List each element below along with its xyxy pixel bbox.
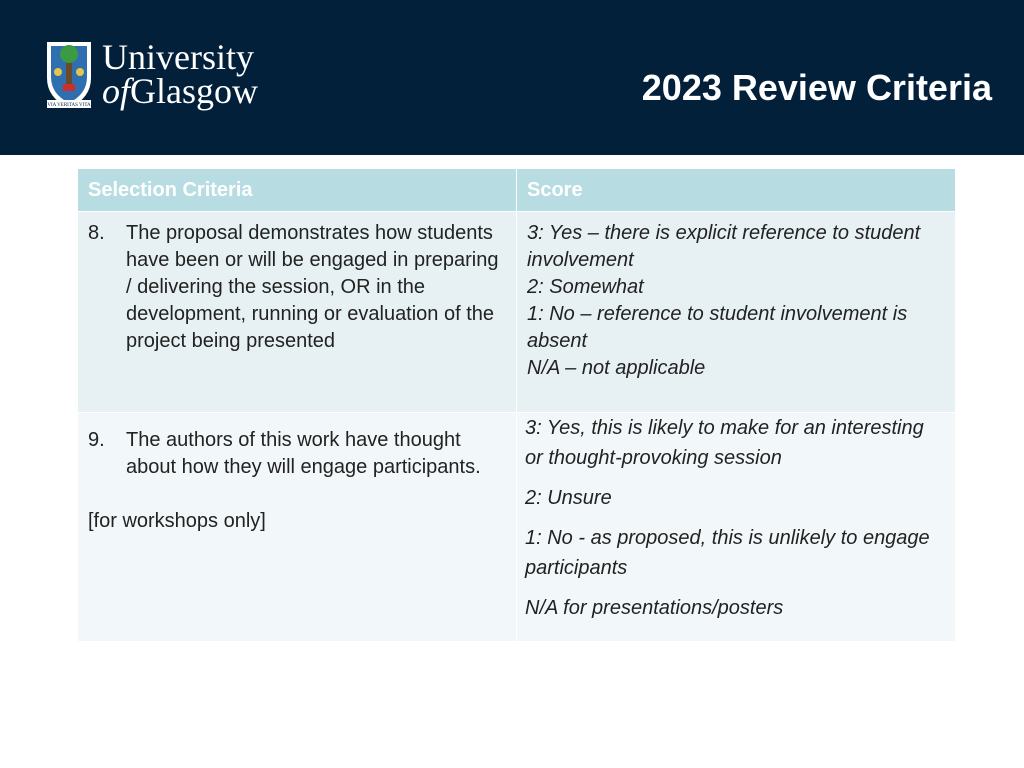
page-title: 2023 Review Criteria — [641, 67, 992, 108]
score-cell — [517, 413, 956, 642]
criteria-table — [77, 168, 956, 642]
score-option: 1: No - as proposed, this is unlikely to engage participants — [525, 527, 930, 579]
column-header-score: Score — [517, 169, 956, 212]
crest-motto: VIA VERITAS VITA — [47, 103, 91, 108]
criterion-number: 8. — [88, 222, 105, 244]
score-option: 3: Yes – there is explicit reference to student involvement — [527, 222, 921, 271]
table-header-row — [78, 169, 956, 212]
criterion-number: 9. — [88, 429, 105, 451]
criterion-text: The authors of this work have thought about how they will engage participants. — [126, 429, 481, 478]
table-row — [78, 413, 956, 642]
score-option: 2: Somewhat — [527, 276, 644, 298]
score-option: 3: Yes, this is likely to make for an interesting or thought-provoking session — [525, 417, 924, 469]
score-option: N/A for presentations/posters — [525, 597, 784, 619]
score-option: N/A – not applicable — [527, 357, 706, 379]
score-option: 2: Unsure — [525, 487, 612, 509]
criterion-note: [for workshops only] — [88, 510, 266, 532]
header-bar — [0, 0, 1024, 155]
table-row — [78, 212, 956, 413]
wordmark-line1: University — [102, 37, 254, 77]
criterion-text: The proposal demonstrates how students have been or will be engaged in preparing / delivering the session, OR in the development, running or evaluation of the project being presented — [126, 222, 499, 352]
criterion-cell — [78, 413, 517, 642]
wordmark — [102, 37, 259, 111]
column-header-criteria: Selection Criteria — [78, 169, 517, 212]
score-option: 1: No – reference to student involvement is absent — [527, 303, 908, 352]
crest-icon — [44, 40, 94, 112]
criterion-cell — [78, 212, 517, 413]
score-cell — [517, 212, 956, 413]
wordmark-line2: ofGlasgow — [102, 71, 259, 111]
university-logo — [44, 37, 274, 115]
